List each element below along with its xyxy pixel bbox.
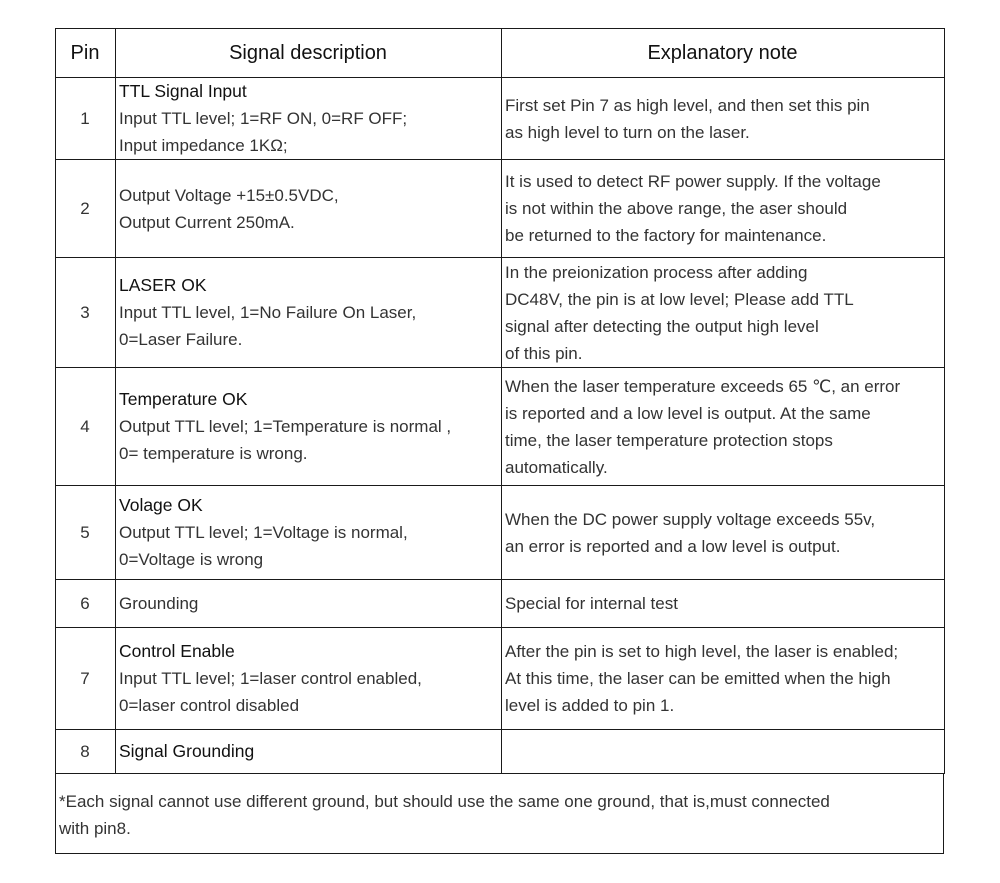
explanatory-note-line: be returned to the factory for maintenance. <box>505 226 827 245</box>
pin-number: 4 <box>56 368 116 486</box>
explanatory-note-cell <box>502 258 945 368</box>
explanatory-note-line: At this time, the laser can be emitted when the high <box>505 669 891 688</box>
signal-title: Temperature OK <box>119 389 248 409</box>
pin-number: 7 <box>56 628 116 730</box>
header-pin: Pin <box>56 29 116 78</box>
explanatory-note-line: It is used to detect RF power supply. If the voltage <box>505 172 881 191</box>
signal-description-cell <box>116 78 502 160</box>
signal-description-cell <box>116 628 502 730</box>
table-row <box>56 486 945 580</box>
explanatory-note-line: When the DC power supply voltage exceeds 55v, <box>505 509 876 529</box>
explanatory-note-line: When the laser temperature exceeds 65 ℃, an error <box>505 376 901 396</box>
explanatory-note-line: After the pin is set to high level, the laser is enabled; <box>505 642 899 661</box>
signal-description-line: 0=Voltage is wrong <box>119 550 264 569</box>
explanatory-note-line: time, the laser temperature protection stops <box>505 430 833 450</box>
footnote-line: *Each signal cannot use different ground, but should use the same one ground, that is,must connected <box>59 792 830 811</box>
explanatory-note-cell <box>502 730 945 774</box>
signal-title: LASER OK <box>119 275 207 295</box>
signal-description-line: 0= temperature is wrong. <box>119 444 308 463</box>
explanatory-note-line: In the preionization process after adding <box>505 262 808 282</box>
explanatory-note-line: Special for internal test <box>505 594 678 613</box>
pin-table <box>55 28 945 774</box>
table-row <box>56 628 945 730</box>
signal-title: TTL Signal Input <box>119 81 247 101</box>
signal-description-line: Grounding <box>119 594 199 613</box>
explanatory-note-line: is not within the above range, the aser should <box>505 199 848 218</box>
signal-description-cell <box>116 486 502 580</box>
explanatory-note-cell <box>502 78 945 160</box>
explanatory-note-cell <box>502 628 945 730</box>
signal-description-line: Input TTL level; 1=RF ON, 0=RF OFF; <box>119 109 408 128</box>
table-body <box>56 78 945 774</box>
table-row <box>56 78 945 160</box>
pin-number: 5 <box>56 486 116 580</box>
explanatory-note-cell <box>502 160 945 258</box>
table-header <box>56 29 945 78</box>
footnote-line: with pin8. <box>59 819 131 838</box>
signal-description-cell <box>116 580 502 628</box>
explanatory-note-line: automatically. <box>505 457 608 477</box>
signal-description-cell <box>116 160 502 258</box>
table-row <box>56 160 945 258</box>
pin-number: 3 <box>56 258 116 368</box>
signal-description-line: Output TTL level; 1=Voltage is normal, <box>119 523 408 542</box>
footnote <box>55 774 944 854</box>
signal-description-line: Output TTL level; 1=Temperature is normal , <box>119 417 452 436</box>
pin-number: 6 <box>56 580 116 628</box>
explanatory-note-cell <box>502 580 945 628</box>
explanatory-note-line: level is added to pin 1. <box>505 696 675 715</box>
explanatory-note-line: First set Pin 7 as high level, and then set this pin <box>505 95 870 115</box>
signal-description-line: Output Voltage +15±0.5VDC, <box>119 185 339 205</box>
signal-description-line: Output Current 250mA. <box>119 212 295 232</box>
header-signal-description: Signal description <box>116 29 502 78</box>
pin-table-container <box>55 28 944 854</box>
explanatory-note-cell <box>502 368 945 486</box>
explanatory-note-line: is reported and a low level is output. At the same <box>505 403 871 423</box>
signal-description-line: 0=Laser Failure. <box>119 330 243 349</box>
signal-title: Signal Grounding <box>119 741 255 761</box>
pin-number: 2 <box>56 160 116 258</box>
table-row <box>56 258 945 368</box>
pin-number: 8 <box>56 730 116 774</box>
signal-description-cell <box>116 258 502 368</box>
explanatory-note-line: of this pin. <box>505 343 583 363</box>
signal-description-line: Input impedance 1KΩ; <box>119 136 288 155</box>
header-explanatory-note: Explanatory note <box>502 29 945 78</box>
explanatory-note-line: DC48V, the pin is at low level; Please add TTL <box>505 289 854 309</box>
explanatory-note-line: signal after detecting the output high level <box>505 316 819 336</box>
table-row <box>56 730 945 774</box>
signal-description-line: 0=laser control disabled <box>119 696 300 715</box>
signal-description-cell <box>116 730 502 774</box>
table-row <box>56 368 945 486</box>
signal-description-line: Input TTL level, 1=No Failure On Laser, <box>119 303 417 322</box>
signal-description-line: Input TTL level; 1=laser control enabled, <box>119 669 422 688</box>
signal-description-cell <box>116 368 502 486</box>
explanatory-note-line: as high level to turn on the laser. <box>505 122 750 142</box>
table-row <box>56 580 945 628</box>
explanatory-note-cell <box>502 486 945 580</box>
explanatory-note-line: an error is reported and a low level is output. <box>505 536 841 556</box>
signal-title: Volage OK <box>119 495 203 515</box>
pin-number: 1 <box>56 78 116 160</box>
signal-title: Control Enable <box>119 641 235 661</box>
